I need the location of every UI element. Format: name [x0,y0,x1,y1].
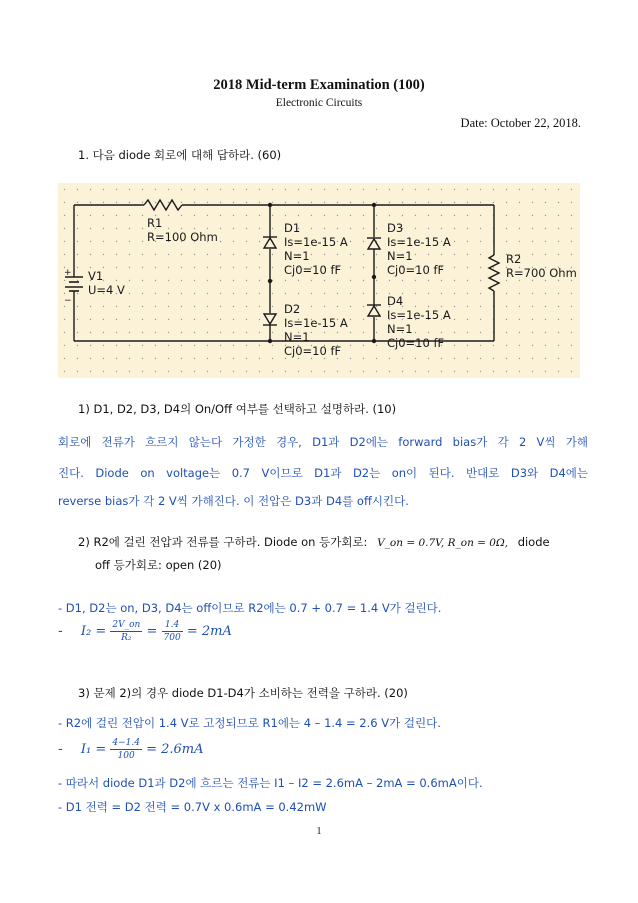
d4-is: Is=1e-15 A [387,308,451,322]
d1-is: Is=1e-15 A [284,235,348,249]
v1-value: U=4 V [88,283,125,297]
exam-date: Date: October 22, 2018. [460,116,581,130]
d3-n: N=1 [387,249,413,263]
i2-rhs: = 2mA [186,624,232,639]
question-1-1: 1) D1, D2, D3, D4의 On/Off 여부를 선택하고 설명하라. (10) [78,402,397,416]
svg-text:+: + [64,268,72,278]
d2-cj: Cj0=10 fF [284,344,342,358]
i2-frac1-num: 2V_on [112,620,141,630]
question-1-2 [78,534,550,550]
i2-frac2-den: 700 [163,633,181,643]
r2-value: R=700 Ohm [506,266,577,280]
i2-frac2-num: 1.4 [162,619,183,632]
d3-is: Is=1e-15 A [387,235,451,249]
d1-cj: Cj0=10 fF [284,263,342,277]
answer-1-1-line1: 회로에 전류가 흐르지 않는다 가정한 경우, D1과 D2에는 forward bias가 각 2 V씩 가해 [58,435,588,449]
r1-value: R=100 Ohm [147,230,218,244]
d4-cj: Cj0=10 fF [387,336,445,350]
answer-1-1-line2: 진다. Diode on voltage는 0.7 V이므로 D1과 D2는 on이 된다. 반대로 D3와 D4에는 [58,466,588,480]
answer-1-1-line3: reverse bias가 각 2 V씩 가해진다. 이 전압은 D3과 D4를 off시킨다. [58,494,409,508]
course-name: Electronic Circuits [275,97,363,109]
i2-frac1-den: R₂ [121,633,132,643]
answer-1-3-line2: - 따라서 diode D1과 D2에 흐르는 전류는 I1 – I2 = 2.6mA – 2mA = 0.6mA이다. [58,776,483,790]
d4-n: N=1 [387,322,413,336]
v1-name: V1 [88,269,104,283]
answer-1-2: - D1, D2는 on, D3, D4는 off이므로 R2에는 0.7 + 0.7 = 1.4 V가 걸린다. [58,601,442,615]
question-1-2-text-end: diode [517,535,550,549]
i1-lhs: I₁ = [80,742,107,757]
d4-name: D4 [387,294,404,308]
i1-rhs: = 2.6mA [146,742,204,757]
r1-name: R1 [147,216,163,230]
equation-i1: - I₁ = $\frac{4-1.4}{100}$ = 2.6mA [58,738,204,761]
i1-frac-num: 4−1.4 [112,738,140,748]
svg-text:−: − [64,296,72,306]
question-1-2-text: 2) R2에 걸린 전압과 전류를 구하라. Diode on 등가회로: [78,535,368,549]
question-1: 1. 다음 diode 회로에 대해 답하라. (60) [78,148,282,162]
on-model-equation: V_on = 0.7V, R_on = 0Ω, [377,537,509,549]
answer-1-3-line1: - R2에 걸린 전압이 1.4 V로 고정되므로 R1에는 4 – 1.4 = 2.6 V가 걸린다. [58,716,441,730]
question-1-2-line2: off 등가회로: open (20) [95,558,222,572]
page-number: 1 [316,826,322,837]
r2-name: R2 [506,252,522,266]
d2-name: D2 [284,302,301,316]
d1-n: N=1 [284,249,310,263]
circuit-diagram [58,183,580,378]
d1-name: D1 [284,221,301,235]
question-1-3: 3) 문제 2)의 경우 diode D1-D4가 소비하는 전력을 구하라. (20) [78,686,408,700]
i2-lhs: I₂ = [80,624,107,639]
i1-frac-den: 100 [117,751,135,761]
d3-name: D3 [387,221,404,235]
equation-i2: - I₂ = $\frac{2V\_on}{\text{R₂}}$ = $\frac{1.4}{700}$ = 2mA [58,620,232,643]
d2-n: N=1 [284,330,310,344]
exam-title: 2018 Mid-term Examination (100) [213,77,425,93]
answer-1-3-line3: - D1 전력 = D2 전력 = 0.7V x 0.6mA = 0.42mW [58,800,327,814]
d2-is: Is=1e-15 A [284,316,348,330]
d3-cj: Cj0=10 fF [387,263,445,277]
